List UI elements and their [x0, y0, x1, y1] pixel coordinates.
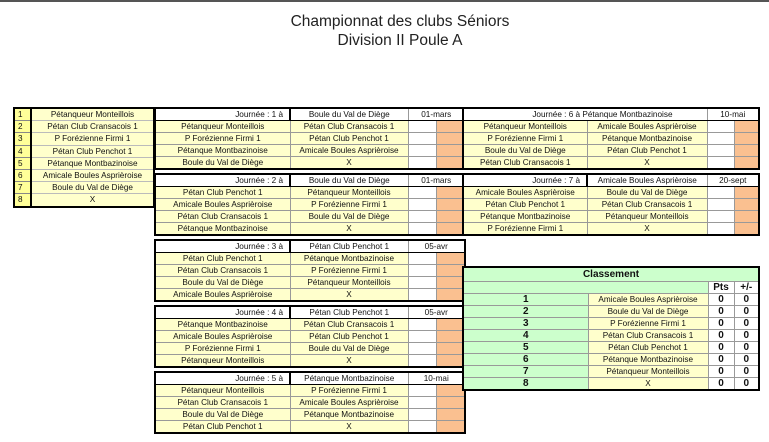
home-score-cell[interactable] [408, 187, 436, 199]
match-row [463, 121, 759, 133]
ranking-row [463, 342, 759, 354]
team-name[interactable]: Pétan Club Cransacois 1 [31, 121, 154, 133]
team-name[interactable]: Pétan Club Penchot 1 [31, 145, 154, 157]
ranking-points: 0 [708, 366, 734, 378]
ranking-difference: 0 [734, 318, 759, 330]
team-name[interactable]: Pétanqueur Monteillois [31, 108, 154, 121]
round-date: 05-avr [408, 240, 465, 253]
home-score-cell[interactable] [707, 199, 734, 211]
round-date: 01-mars [408, 174, 465, 187]
ranking-position: 4 [463, 330, 588, 342]
round-label: Journée : 1 à [155, 108, 290, 121]
home-team: Pétanque Montbazinoise [155, 319, 290, 331]
home-score-cell[interactable] [408, 331, 436, 343]
away-score-cell[interactable] [436, 223, 465, 236]
match-row [155, 331, 465, 343]
home-team: Pétan Club Penchot 1 [155, 253, 290, 265]
away-team: X [290, 421, 408, 434]
away-score-cell[interactable] [436, 277, 465, 289]
home-team: Amicale Boules Asprièroise [463, 187, 587, 199]
ranking-team: Pétan Club Penchot 1 [588, 342, 708, 354]
home-team: Boule du Val de Diège [155, 157, 290, 170]
away-score-cell[interactable] [436, 133, 465, 145]
away-team: P Forézienne Firmi 1 [290, 385, 408, 397]
home-team: Pétan Club Cransacois 1 [155, 265, 290, 277]
away-score-cell[interactable] [436, 397, 465, 409]
round-venue: Pétan Club Penchot 1 [290, 240, 408, 253]
round-1-block [154, 107, 466, 170]
round-date: 05-avr [408, 306, 465, 319]
home-team: Boule du Val de Diège [155, 277, 290, 289]
home-team: Pétan Club Cransacois 1 [463, 157, 587, 170]
ranking-row [463, 366, 759, 378]
ranking-team: P Forézienne Firmi 1 [588, 318, 708, 330]
away-team: P Forézienne Firmi 1 [290, 199, 408, 211]
away-score-cell[interactable] [436, 385, 465, 397]
match-row [155, 187, 465, 199]
home-team: Boule du Val de Diège [155, 409, 290, 421]
home-score-cell[interactable] [408, 211, 436, 223]
home-team: P Forézienne Firmi 1 [463, 133, 587, 145]
away-score-cell[interactable] [436, 319, 465, 331]
away-team: Pétan Club Cransacois 1 [290, 121, 408, 133]
away-team: Amicale Boules Asprièroise [587, 121, 707, 133]
round-date: 01-mars [408, 108, 465, 121]
match-row [155, 421, 465, 434]
round-label: Journée : 4 à [155, 306, 290, 319]
ranking-row [463, 354, 759, 366]
team-row [14, 194, 154, 207]
home-team: Amicale Boules Asprièroise [155, 199, 290, 211]
ranking-team: Pétan Club Cransacois 1 [588, 330, 708, 342]
team-number: 6 [14, 169, 31, 181]
home-score-cell[interactable] [408, 421, 436, 434]
away-team: Boule du Val de Diège [290, 211, 408, 223]
match-row [155, 397, 465, 409]
round-6-block [462, 107, 760, 170]
round-date: 20-sept [707, 174, 759, 187]
team-row [14, 169, 154, 181]
ranking-difference: 0 [734, 330, 759, 342]
ranking-difference: 0 [734, 354, 759, 366]
home-score-cell[interactable] [408, 385, 436, 397]
match-row [155, 145, 465, 157]
team-name[interactable]: Amicale Boules Asprièroise [31, 169, 154, 181]
away-team: Boule du Val de Diège [587, 187, 707, 199]
ranking-team: Pétanqueur Monteillois [588, 366, 708, 378]
team-number: 3 [14, 133, 31, 145]
away-team: Pétan Club Penchot 1 [290, 133, 408, 145]
team-row [14, 121, 154, 133]
away-team: Boule du Val de Diège [290, 343, 408, 355]
home-score-cell[interactable] [408, 397, 436, 409]
home-score-cell[interactable] [408, 355, 436, 368]
match-row [463, 187, 759, 199]
ranking-row [463, 294, 759, 306]
match-row [155, 319, 465, 331]
away-team: Pétan Club Penchot 1 [587, 145, 707, 157]
away-team: X [290, 157, 408, 170]
home-score-cell[interactable] [408, 289, 436, 302]
match-row [155, 211, 465, 223]
round-4-block [154, 305, 466, 368]
away-score-cell[interactable] [436, 409, 465, 421]
away-team: X [290, 289, 408, 302]
away-score-cell[interactable] [734, 157, 759, 170]
ranking-points: 0 [708, 318, 734, 330]
away-score-cell[interactable] [436, 265, 465, 277]
home-score-cell[interactable] [408, 343, 436, 355]
home-score-cell[interactable] [707, 145, 734, 157]
round-venue: Pétanque Montbazinoise [290, 372, 408, 385]
away-team: Pétan Club Cransacois 1 [290, 319, 408, 331]
top-border [0, 0, 769, 2]
home-team: Pétan Club Penchot 1 [463, 199, 587, 211]
ranking-position: 3 [463, 318, 588, 330]
home-team: Pétanqueur Monteillois [155, 385, 290, 397]
home-team: Amicale Boules Asprièroise [155, 289, 290, 302]
home-team: Pétan Club Cransacois 1 [155, 397, 290, 409]
match-row [155, 343, 465, 355]
home-team: Pétan Club Penchot 1 [155, 421, 290, 434]
away-score-cell[interactable] [734, 199, 759, 211]
away-score-cell[interactable] [436, 211, 465, 223]
home-team: Pétanque Montbazinoise [155, 145, 290, 157]
ranking-header-spacer [463, 282, 708, 294]
ranking-row [463, 330, 759, 342]
round-venue: Boule du Val de Diège [290, 108, 408, 121]
home-team: P Forézienne Firmi 1 [155, 343, 290, 355]
ranking-position: 5 [463, 342, 588, 354]
home-score-cell[interactable] [408, 265, 436, 277]
home-score-cell[interactable] [707, 157, 734, 170]
round-venue: Pétan Club Penchot 1 [290, 306, 408, 319]
round-venue: Amicale Boules Asprièroise [587, 174, 707, 187]
away-score-cell[interactable] [734, 133, 759, 145]
match-row [463, 133, 759, 145]
away-score-cell[interactable] [436, 145, 465, 157]
home-score-cell[interactable] [707, 187, 734, 199]
away-team: Pétanqueur Monteillois [290, 277, 408, 289]
ranking-row [463, 378, 759, 391]
ranking-points: 0 [708, 330, 734, 342]
away-team: Pétan Club Penchot 1 [290, 331, 408, 343]
ranking-position: 8 [463, 378, 588, 391]
home-team: Pétanque Montbazinoise [463, 211, 587, 223]
away-team: Pétanque Montbazinoise [290, 253, 408, 265]
ranking-points: 0 [708, 354, 734, 366]
ranking-team: Boule du Val de Diège [588, 306, 708, 318]
away-score-cell[interactable] [734, 187, 759, 199]
team-row [14, 182, 154, 194]
away-score-cell[interactable] [734, 211, 759, 223]
round-label: Journée : 2 à [155, 174, 290, 187]
team-name[interactable]: X [31, 194, 154, 207]
round-date: 10-mai [707, 108, 759, 121]
away-score-cell[interactable] [734, 145, 759, 157]
match-row [155, 157, 465, 170]
column-header-points: Pts [708, 282, 734, 294]
round-venue: Boule du Val de Diège [290, 174, 408, 187]
match-row [155, 385, 465, 397]
away-score-cell[interactable] [436, 121, 465, 133]
ranking-points: 0 [708, 294, 734, 306]
home-score-cell[interactable] [408, 121, 436, 133]
match-row [463, 223, 759, 236]
match-row [463, 199, 759, 211]
ranking-team: X [588, 378, 708, 391]
team-row [14, 133, 154, 145]
home-team: Pétanqueur Monteillois [463, 121, 587, 133]
team-name[interactable]: P Forézienne Firmi 1 [31, 133, 154, 145]
match-row [155, 265, 465, 277]
ranking-position: 6 [463, 354, 588, 366]
away-team: X [290, 355, 408, 368]
away-team: X [290, 223, 408, 236]
match-row [463, 157, 759, 170]
ranking-difference: 0 [734, 306, 759, 318]
round-label: Journée : 6 à Pétanque Montbazinoise [463, 108, 707, 121]
ranking-row [463, 306, 759, 318]
home-score-cell[interactable] [707, 211, 734, 223]
round-2-block [154, 173, 466, 236]
team-number: 2 [14, 121, 31, 133]
match-row [155, 355, 465, 368]
away-team: X [587, 157, 707, 170]
away-score-cell[interactable] [436, 355, 465, 368]
home-team: Pétan Club Cransacois 1 [155, 211, 290, 223]
home-score-cell[interactable] [408, 133, 436, 145]
match-row [155, 253, 465, 265]
away-score-cell[interactable] [436, 253, 465, 265]
away-team: X [587, 223, 707, 236]
title-line-2: Division II Poule A [337, 32, 463, 49]
away-score-cell[interactable] [436, 187, 465, 199]
ranking-row [463, 318, 759, 330]
round-label: Journée : 3 à [155, 240, 290, 253]
home-score-cell[interactable] [408, 145, 436, 157]
round-5-block [154, 371, 466, 434]
away-score-cell[interactable] [436, 289, 465, 302]
ranking-difference: 0 [734, 342, 759, 354]
away-score-cell[interactable] [436, 343, 465, 355]
away-score-cell[interactable] [734, 223, 759, 236]
ranking-points: 0 [708, 306, 734, 318]
ranking-position: 1 [463, 294, 588, 306]
home-score-cell[interactable] [707, 133, 734, 145]
home-score-cell[interactable] [408, 157, 436, 170]
away-score-cell[interactable] [436, 199, 465, 211]
away-team: Pétanque Montbazinoise [290, 409, 408, 421]
home-score-cell[interactable] [408, 409, 436, 421]
team-list [13, 107, 155, 208]
ranking-position: 7 [463, 366, 588, 378]
home-score-cell[interactable] [408, 277, 436, 289]
round-label: Journée : 5 à [155, 372, 290, 385]
team-number: 8 [14, 194, 31, 207]
home-score-cell[interactable] [408, 199, 436, 211]
home-team: P Forézienne Firmi 1 [155, 133, 290, 145]
home-score-cell[interactable] [408, 223, 436, 236]
home-team: P Forézienne Firmi 1 [463, 223, 587, 236]
ranking-table [462, 266, 760, 391]
team-number: 4 [14, 145, 31, 157]
home-team: Pétanqueur Monteillois [155, 355, 290, 368]
home-team: Amicale Boules Asprièroise [155, 331, 290, 343]
round-7-block [462, 173, 760, 236]
away-team: Amicale Boules Asprièroise [290, 145, 408, 157]
away-score-cell[interactable] [734, 121, 759, 133]
team-row [14, 108, 154, 121]
away-team: Pétan Club Cransacois 1 [587, 199, 707, 211]
away-score-cell[interactable] [436, 157, 465, 170]
match-row [463, 211, 759, 223]
home-team: Boule du Val de Diège [463, 145, 587, 157]
round-label: Journée : 7 à [463, 174, 587, 187]
ranking-team: Amicale Boules Asprièroise [588, 294, 708, 306]
away-team: Pétanqueur Monteillois [587, 211, 707, 223]
team-number: 5 [14, 157, 31, 169]
home-score-cell[interactable] [408, 253, 436, 265]
home-score-cell[interactable] [408, 319, 436, 331]
away-team: P Forézienne Firmi 1 [290, 265, 408, 277]
ranking-title: Classement [463, 267, 759, 282]
title-line-1: Championnat des clubs Séniors [290, 13, 510, 30]
home-score-cell[interactable] [707, 121, 734, 133]
match-row [463, 145, 759, 157]
team-row [14, 157, 154, 169]
away-score-cell[interactable] [436, 421, 465, 434]
ranking-points: 0 [708, 378, 734, 391]
home-team: Pétanque Montbazinoise [155, 223, 290, 236]
team-number: 7 [14, 182, 31, 194]
ranking-difference: 0 [734, 366, 759, 378]
ranking-position: 2 [463, 306, 588, 318]
home-score-cell[interactable] [707, 223, 734, 236]
match-row [155, 121, 465, 133]
ranking-points: 0 [708, 342, 734, 354]
ranking-difference: 0 [734, 378, 759, 391]
team-number: 1 [14, 108, 31, 121]
home-team: Pétan Club Penchot 1 [155, 187, 290, 199]
round-3-block [154, 239, 466, 302]
match-row [155, 133, 465, 145]
away-team: Amicale Boules Asprièroise [290, 397, 408, 409]
away-score-cell[interactable] [436, 331, 465, 343]
round-date: 10-mai [408, 372, 465, 385]
match-row [155, 409, 465, 421]
match-row [155, 223, 465, 236]
match-row [155, 199, 465, 211]
page-title [250, 12, 550, 50]
ranking-difference: 0 [734, 294, 759, 306]
column-header-difference: +/- [734, 282, 759, 294]
away-team: Pétanque Montbazinoise [587, 133, 707, 145]
match-row [155, 289, 465, 302]
match-row [155, 277, 465, 289]
away-team: Pétanqueur Monteillois [290, 187, 408, 199]
team-name[interactable]: Boule du Val de Diège [31, 182, 154, 194]
ranking-team: Pétanque Montbazinoise [588, 354, 708, 366]
home-team: Pétanqueur Monteillois [155, 121, 290, 133]
team-name[interactable]: Pétanque Montbazinoise [31, 157, 154, 169]
team-row [14, 145, 154, 157]
